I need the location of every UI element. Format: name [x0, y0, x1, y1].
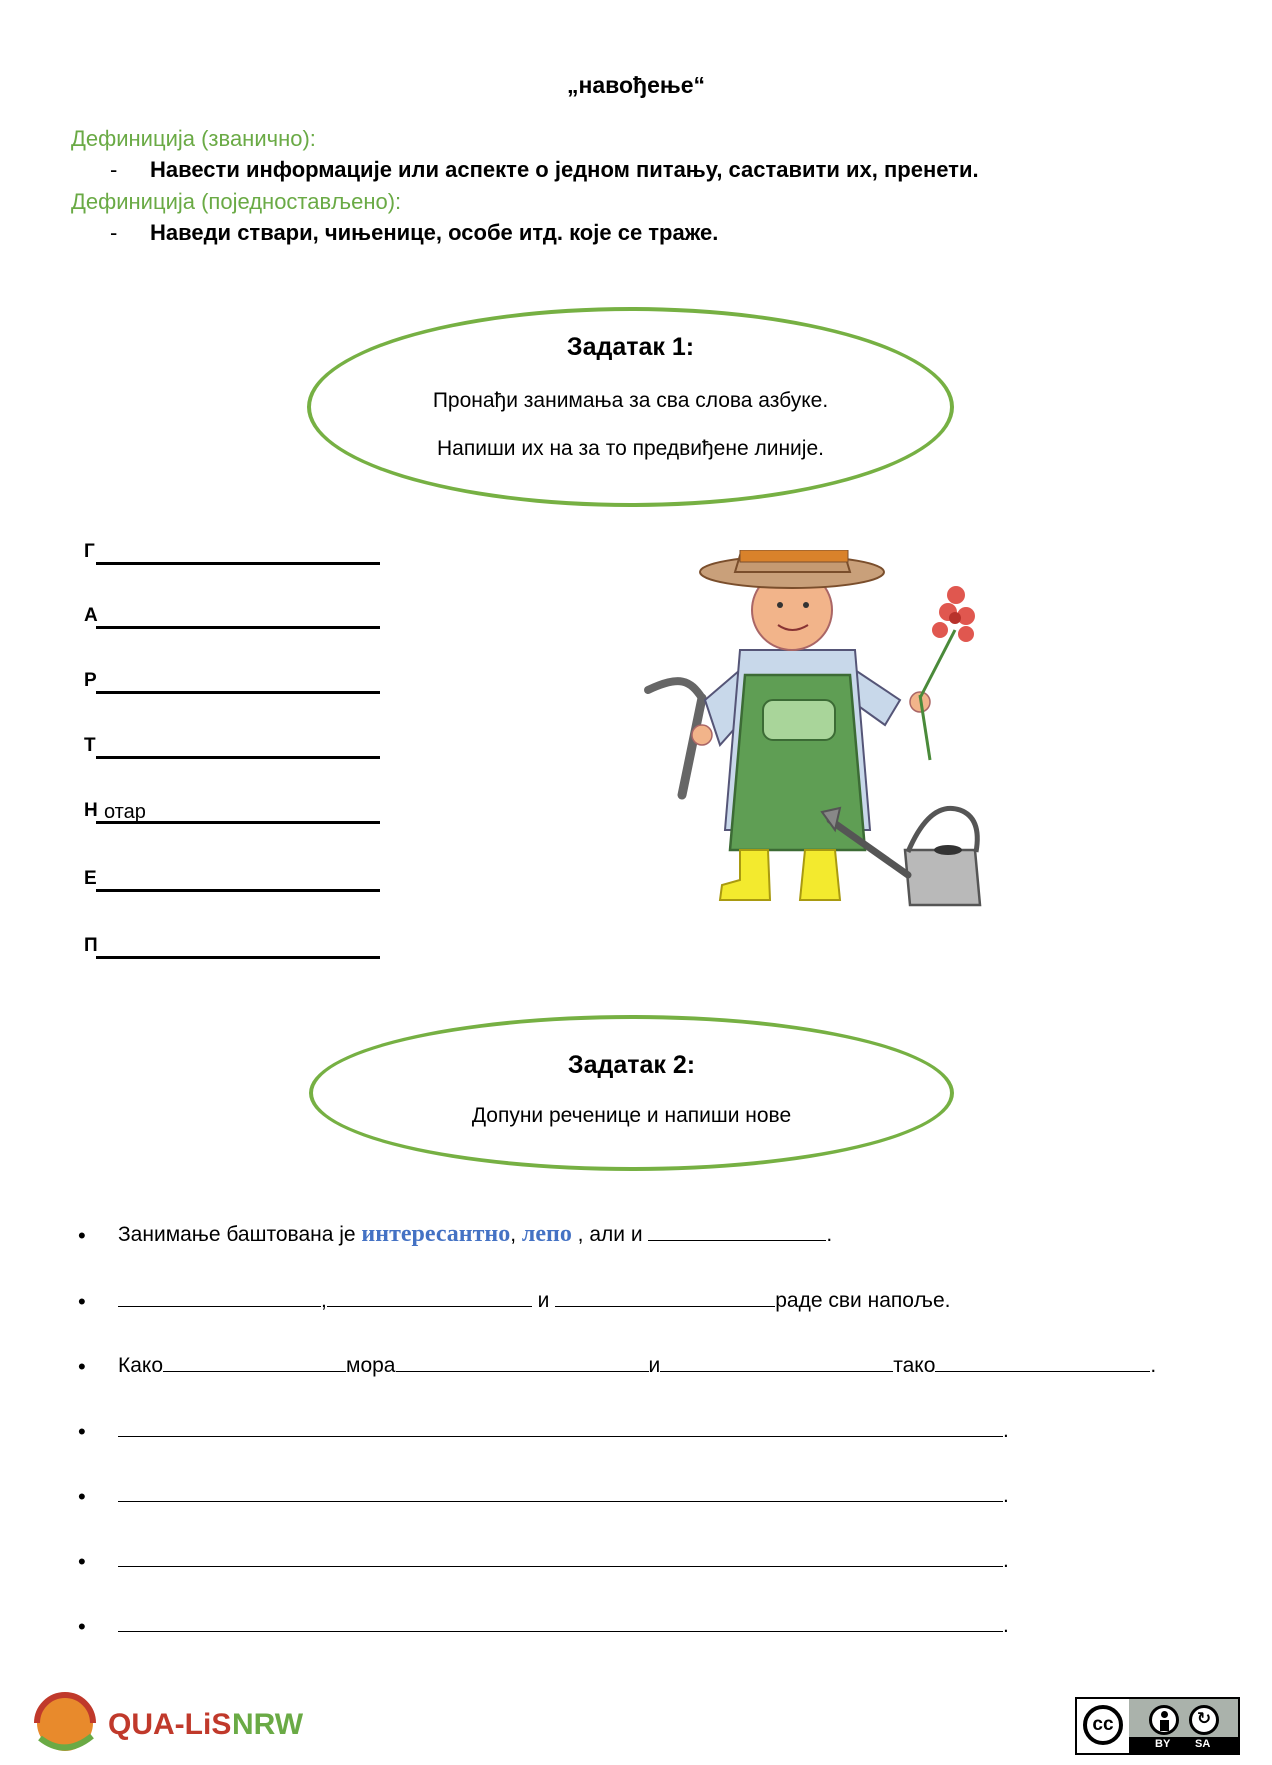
sentence-text: , али и [571, 1223, 649, 1246]
sentence-end: . [1003, 1549, 1009, 1572]
gardener-illustration [630, 550, 1050, 970]
blank-field[interactable] [648, 1220, 826, 1241]
letter-label: А [84, 605, 98, 626]
blank-field[interactable] [118, 1611, 1003, 1632]
task1-title: Задатак 1: [566, 333, 695, 361]
logo-text-nrw: NRW [232, 1708, 304, 1741]
hoe-icon [648, 681, 702, 698]
letter-line[interactable] [84, 864, 380, 892]
letter-label: Т [84, 735, 96, 756]
letter-label: П [84, 935, 98, 956]
sentence-end: . [826, 1223, 833, 1246]
cc-icon: cc [1083, 1705, 1123, 1745]
qualis-logo [30, 1690, 330, 1760]
sentence-row [78, 1481, 1218, 1511]
definition-item-official [110, 157, 979, 183]
answer-line [96, 756, 380, 759]
sentence-end: . [1003, 1419, 1009, 1442]
logo-text-qualis: QUA-LiS [108, 1708, 232, 1741]
blank-field[interactable] [935, 1351, 1150, 1372]
definition-label-official: Дефиниција (званично): [71, 126, 316, 151]
bullet-icon: • [78, 1484, 86, 1509]
letter-line[interactable] [84, 537, 380, 565]
bullet-icon: • [78, 1549, 86, 1574]
definition-label-simplified: Дефиниција (поједностављено): [71, 189, 402, 214]
bullet-icon: • [78, 1289, 86, 1314]
task2-title: Задатак 2: [567, 1051, 696, 1079]
sentence-row [78, 1351, 1228, 1381]
sentence-row [78, 1546, 1218, 1576]
blank-field[interactable] [118, 1286, 321, 1307]
cc-by-label: BY [1155, 1738, 1171, 1750]
letter-line[interactable] [84, 731, 380, 759]
definition-text-simplified: Наведи ствари, чињенице, особе итд. које се траже. [150, 220, 719, 245]
definition-text-official: Навести информације или аспекте о једном питању, саставити их, пренети. [150, 157, 979, 182]
letter-label: Г [84, 541, 95, 562]
sentence-text: Како [118, 1354, 164, 1377]
bullet-icon: • [78, 1614, 86, 1639]
answer-line [96, 691, 380, 694]
answer-text: отар [104, 801, 146, 823]
sentence-text: мора [346, 1354, 396, 1377]
task1-line2: Напиши их на за то предвиђене линије. [437, 437, 824, 460]
task2-ellipse [309, 1015, 954, 1171]
blank-field[interactable] [396, 1351, 649, 1372]
sentence-end: . [1003, 1484, 1009, 1507]
cc-sa-label: SA [1195, 1738, 1211, 1750]
list-dash: - [110, 157, 118, 182]
task1-ellipse [307, 307, 954, 507]
page-title: „навођење“ [566, 72, 706, 98]
share-alike-icon: ↻ [1189, 1705, 1219, 1735]
letter-label: Р [84, 670, 97, 691]
answer-word: лепо [521, 1221, 572, 1247]
task2-text: Допуни реченице и напиши нове [471, 1104, 792, 1127]
sentence-row [78, 1286, 1218, 1316]
letter-line[interactable] [84, 601, 380, 629]
sentence-row [78, 1416, 1218, 1446]
comma: , [510, 1223, 517, 1246]
answer-line [96, 626, 380, 629]
bullet-icon: • [78, 1419, 86, 1444]
blank-field[interactable] [163, 1351, 346, 1372]
answer-word: интересантно [361, 1221, 511, 1247]
apron-pocket [763, 700, 835, 740]
blank-field[interactable] [327, 1286, 532, 1307]
cc-license-badge [1075, 1697, 1240, 1755]
qualis-logo-icon [30, 1690, 100, 1760]
sentence-text: тако [893, 1354, 936, 1377]
sentence-text: раде сви напоље. [775, 1289, 951, 1312]
bullet-icon: • [78, 1354, 86, 1379]
comma: , [321, 1289, 327, 1312]
sentence-row [78, 1611, 1218, 1641]
boot-left [720, 850, 770, 900]
blank-field[interactable] [555, 1286, 775, 1307]
letter-line[interactable] [84, 796, 380, 824]
list-dash: - [110, 220, 118, 245]
boot-right [800, 850, 840, 900]
task1-line1: Пронађи занимања за сва слова азбуке. [432, 389, 829, 412]
sentence-text: и [531, 1289, 556, 1312]
definition-item-simplified [110, 220, 718, 246]
answer-line [96, 956, 380, 959]
sentence-text: Занимање баштована је [118, 1223, 362, 1246]
answer-line [96, 889, 380, 892]
letter-label: Н [84, 800, 98, 821]
bullet-icon: • [78, 1223, 86, 1248]
blank-field[interactable] [118, 1481, 1003, 1502]
sentence-row [78, 1220, 1218, 1250]
sentence-end: . [1003, 1614, 1009, 1637]
letter-line[interactable] [84, 666, 380, 694]
letter-line[interactable] [84, 931, 380, 959]
blank-field[interactable] [118, 1416, 1003, 1437]
attribution-icon [1149, 1705, 1179, 1735]
blank-field[interactable] [118, 1546, 1003, 1567]
blank-field[interactable] [660, 1351, 893, 1372]
sentence-end: . [1150, 1354, 1157, 1377]
sentence-text: и [648, 1354, 661, 1377]
answer-line [96, 562, 380, 565]
letter-label: Е [84, 868, 97, 889]
